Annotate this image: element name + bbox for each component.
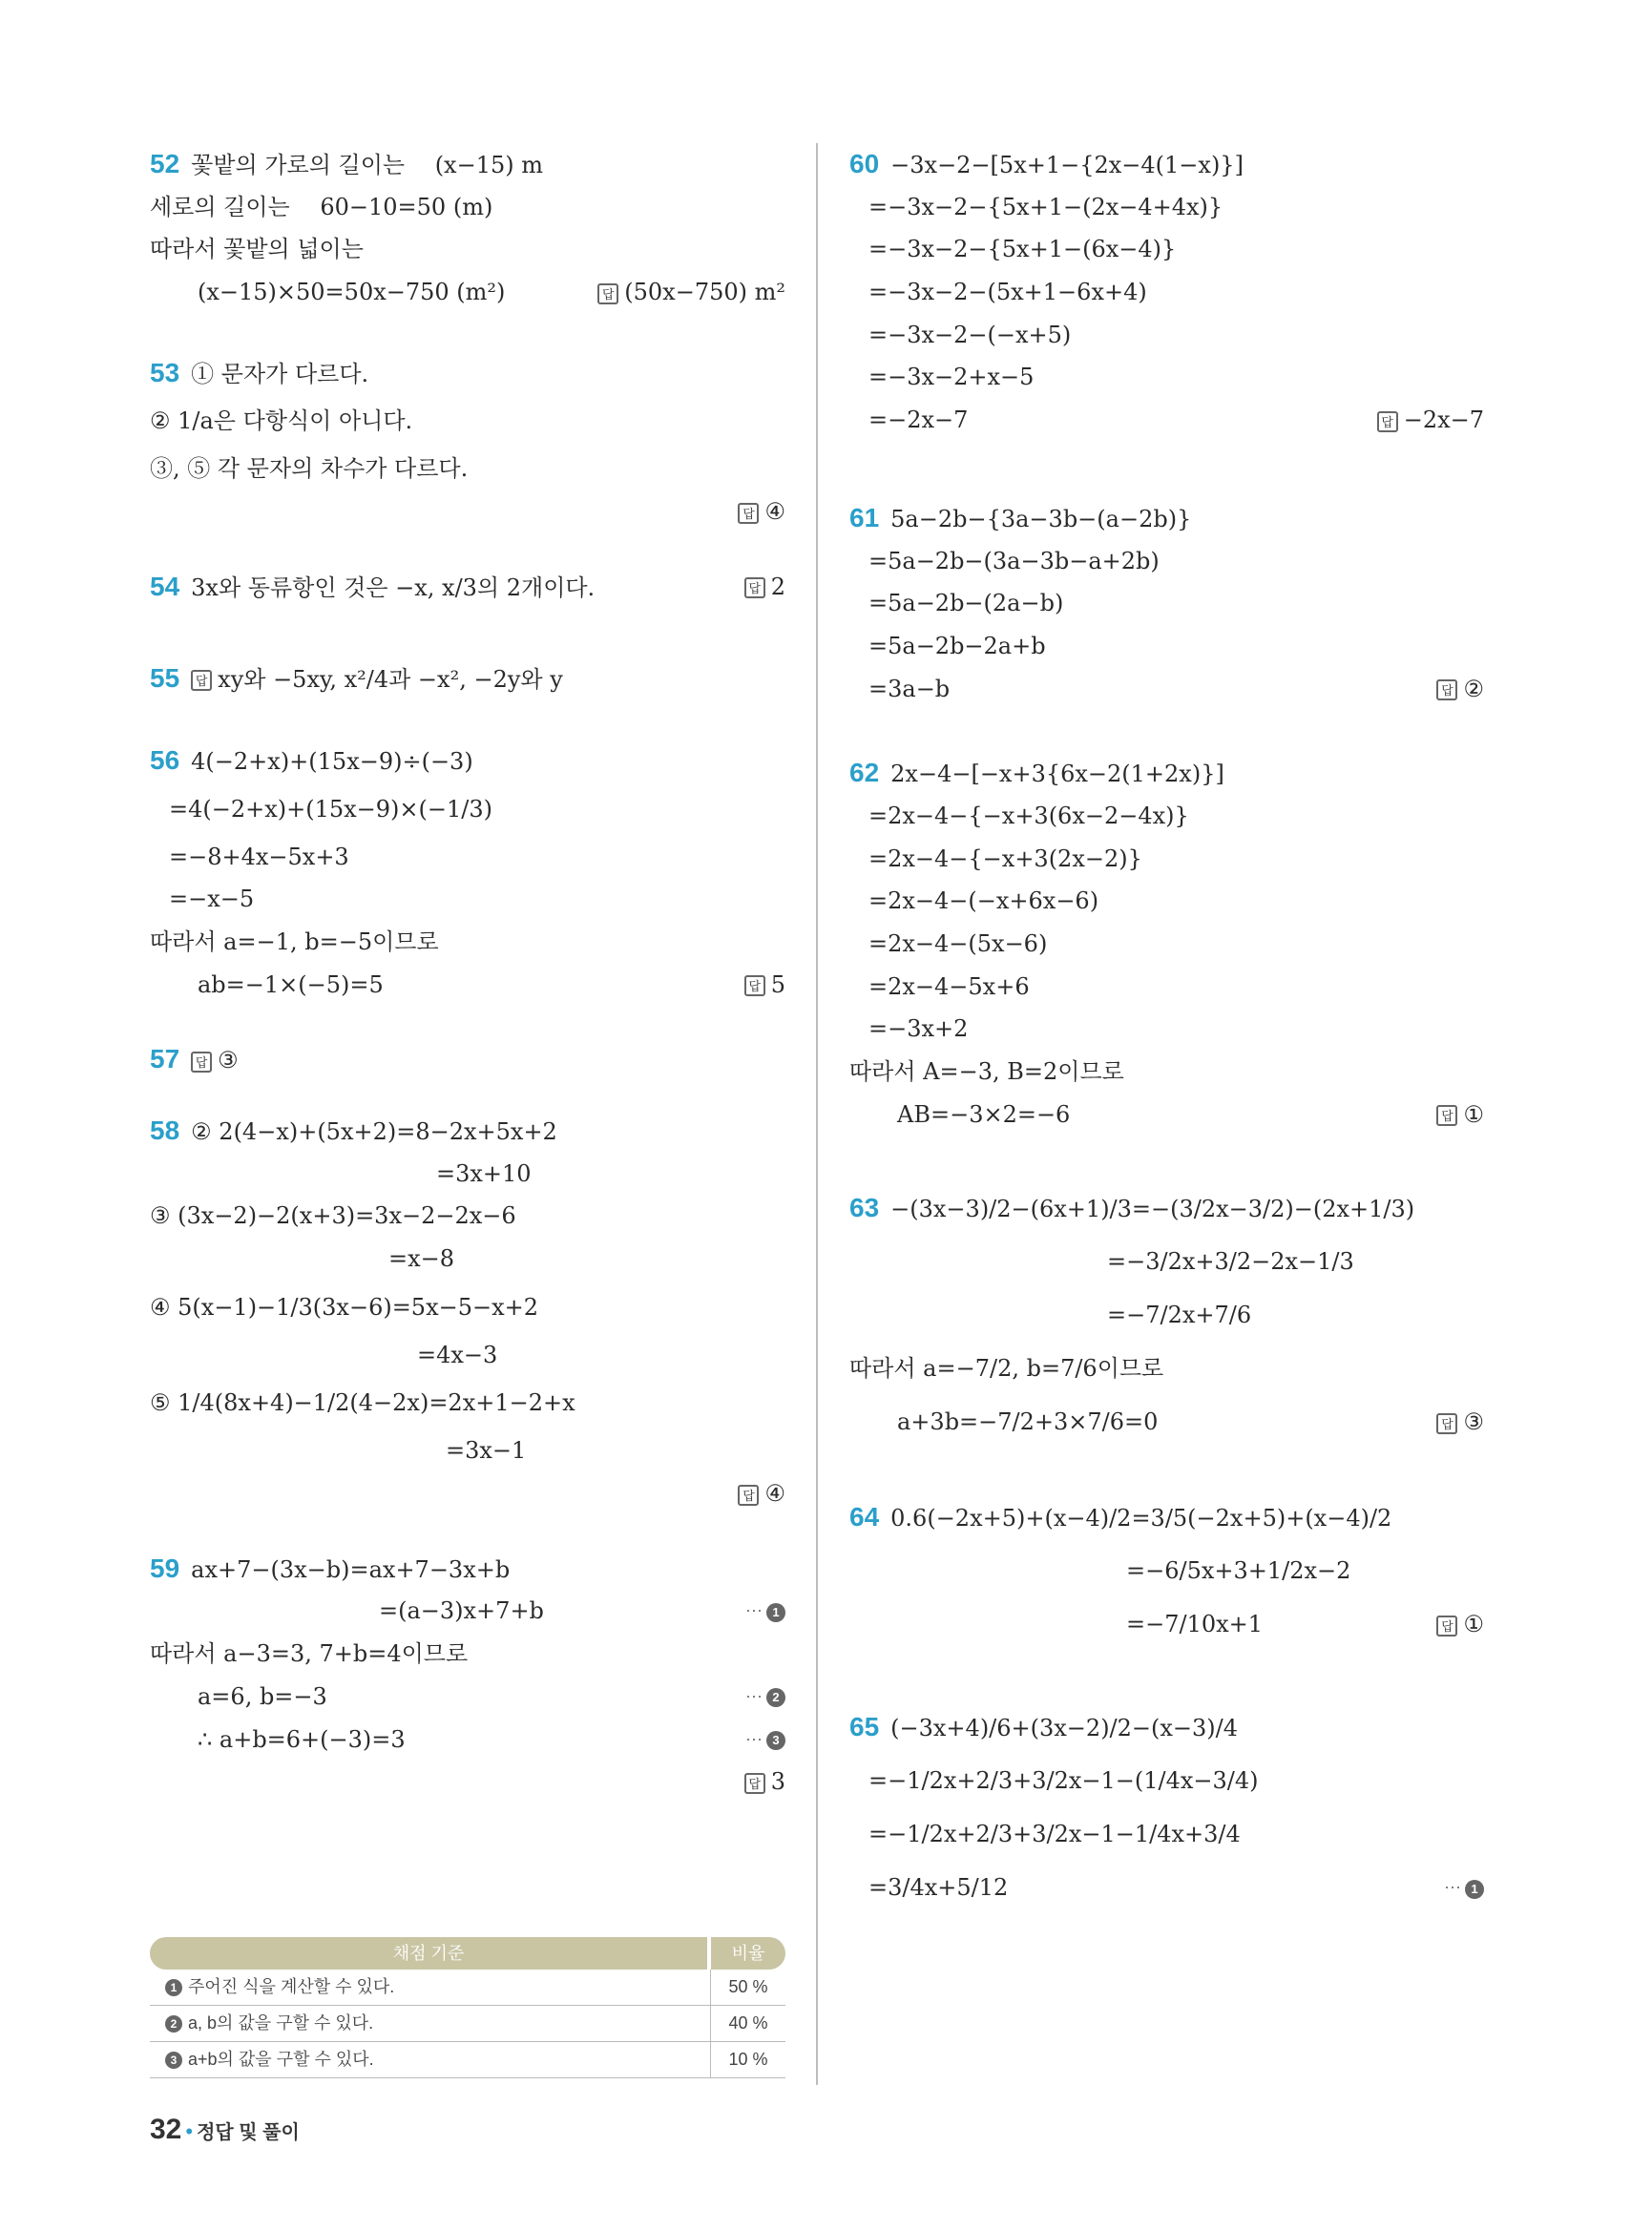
solution-line <box>150 1719 785 1762</box>
solution-expression: ③ <box>218 1047 239 1074</box>
solution-line <box>150 1761 785 1804</box>
solution-expression: =−3/2x+3/2−2x−1/3 <box>1107 1248 1354 1276</box>
solution-text <box>150 921 439 964</box>
solution-text <box>849 1181 1414 1236</box>
solution-line <box>849 1181 1484 1235</box>
solution-text <box>150 186 492 229</box>
solution-expression: 꽃밭의 가로의 길이는 (x−15) m <box>191 152 543 178</box>
solution-text <box>849 497 1191 541</box>
solution-expression: a+3b=−7/2+3×7/6=0 <box>897 1408 1159 1436</box>
solution-text <box>1126 1544 1350 1597</box>
answer <box>1436 1094 1484 1136</box>
scoring-ratio: 40 % <box>728 2013 768 2033</box>
solution-expression: 따라서 a=−7/2, b=7/6이므로 <box>849 1355 1164 1383</box>
page-number: 32 <box>150 2114 182 2145</box>
solution-expression: =−3x+2 <box>868 1015 969 1043</box>
solution-line <box>150 143 785 186</box>
solution-text <box>849 1491 1391 1545</box>
solution-expression: =4(−2+x)+(15x−9)×(−1/3) <box>169 795 492 823</box>
solution-line <box>150 1590 785 1633</box>
solution-line <box>150 271 785 314</box>
solution-text <box>150 1195 516 1238</box>
solution-expression: =2x−4−(−x+6x−6) <box>868 887 1099 915</box>
solution-text <box>417 1334 497 1377</box>
solution-line <box>150 1110 785 1153</box>
solution-expression: =−3x−2−{5x+1−(6x−4)} <box>868 236 1177 263</box>
solution-expression: =−3x−2−{5x+1−(2x−4+4x)} <box>868 193 1223 220</box>
solution-expression: =2x−4−5x+6 <box>868 972 1030 1000</box>
solution-expression: =4x−3 <box>417 1341 498 1368</box>
answer <box>1436 1395 1484 1449</box>
solution-line <box>849 1491 1484 1544</box>
solution-expression: AB=−3×2=−6 <box>897 1100 1071 1128</box>
answer-icon: 답 <box>744 1773 765 1794</box>
solution-line <box>150 1195 785 1238</box>
scoring-row <box>150 1970 785 2006</box>
solution-text <box>1107 1288 1251 1342</box>
solution-expression: a=6, b=−3 <box>198 1682 327 1710</box>
scoring-ratio: 50 % <box>728 1977 768 1996</box>
answer-value: ④ <box>764 1480 785 1508</box>
problem-number: 59 <box>150 1553 180 1583</box>
scoring-header-ratio: 비율 <box>711 1937 785 1970</box>
solution-expression: =3a−b <box>868 675 951 702</box>
answer-icon: 답 <box>597 283 618 304</box>
problem-number: 55 <box>150 662 180 693</box>
solution-expression: ④ 5(x−1)−1/3(3x−6)=5x−5−x+2 <box>150 1293 539 1321</box>
answer-icon: 답 <box>191 1052 212 1073</box>
page-footer <box>150 2114 300 2146</box>
solution-line <box>849 1008 1484 1051</box>
solution-line <box>150 1429 785 1472</box>
step-dots-icon: ⋯ <box>745 1686 763 1706</box>
solution-text <box>150 1110 557 1154</box>
problem-63 <box>849 1181 1484 1449</box>
solution-expression: 2x−4−[−x+3{6x−2(1+2x)}] <box>890 761 1224 788</box>
problem-number: 52 <box>150 149 180 178</box>
solution-text <box>198 964 384 1007</box>
right-column <box>849 143 1484 1956</box>
solution-text <box>868 923 1047 966</box>
solution-line <box>849 752 1484 795</box>
solution-expression: ② 1/a은 다항식이 아니다. <box>150 407 413 435</box>
solution-line <box>849 1544 1484 1597</box>
solution-line <box>150 964 785 1007</box>
solution-line <box>849 582 1484 625</box>
solution-line <box>849 228 1484 271</box>
solution-line <box>150 490 785 533</box>
step-marker-icon: 3 <box>766 1731 785 1750</box>
solution-text <box>169 878 254 921</box>
solution-expression: xy와 −5xy, x²/4과 −x², −2y와 y <box>218 665 563 693</box>
answer-value: 5 <box>770 970 785 998</box>
solution-line <box>849 795 1484 838</box>
answer <box>738 490 785 533</box>
step-marker-icon: 2 <box>766 1688 785 1707</box>
solution-line <box>150 1676 785 1719</box>
solution-expression: =5a−2b−2a+b <box>868 632 1046 659</box>
solution-line <box>849 356 1484 399</box>
solution-text <box>868 582 1063 625</box>
solution-expression: 3x와 동류항인 것은 −x, x/3의 2개이다. <box>191 573 596 601</box>
solution-expression: =2x−4−{−x+3(2x−2)} <box>868 844 1142 872</box>
solution-line <box>849 1051 1484 1094</box>
solution-line <box>849 1342 1484 1395</box>
solution-line <box>849 1597 1484 1651</box>
solution-expression: ∴ a+b=6+(−3)=3 <box>198 1725 406 1753</box>
solution-line <box>849 923 1484 966</box>
answer-value: ① <box>1463 1611 1484 1638</box>
solution-line <box>849 271 1484 314</box>
answer-icon: 답 <box>738 1485 759 1506</box>
left-column <box>150 143 785 1845</box>
solution-text <box>868 1754 1259 1807</box>
solution-expression: −3x−2−[5x+1−{2x−4(1−x)}] <box>890 152 1244 178</box>
column-divider <box>816 143 818 2085</box>
solution-text <box>150 1376 575 1429</box>
solution-text <box>868 540 1160 583</box>
solution-expression: =−3x−2+x−5 <box>868 364 1035 391</box>
solution-line <box>150 228 785 271</box>
solution-text <box>849 143 1244 187</box>
problem-number: 56 <box>150 744 180 775</box>
answer-value: −2x−7 <box>1403 407 1484 434</box>
step-dots-icon: ⋯ <box>745 1601 763 1621</box>
solution-line <box>150 448 785 490</box>
solution-text <box>1126 1597 1263 1651</box>
solution-line <box>849 625 1484 668</box>
step-dots-icon: ⋯ <box>1444 1878 1461 1898</box>
solution-expression: =3x+10 <box>436 1159 532 1187</box>
solution-expression: (−3x+4)/6+(3x−2)/2−(x−3)/4 <box>890 1715 1239 1742</box>
solution-line <box>849 966 1484 1009</box>
problem-59 <box>150 1548 785 1804</box>
answer <box>744 560 785 614</box>
solution-text <box>436 1153 532 1196</box>
answer-icon: 답 <box>744 577 765 598</box>
solution-text <box>150 394 412 448</box>
step-marker <box>745 1590 785 1633</box>
problem-number: 64 <box>849 1502 880 1533</box>
solution-line <box>150 1038 785 1081</box>
answer-icon: 답 <box>191 670 212 691</box>
problem-number: 63 <box>849 1193 880 1223</box>
answer-value: ② <box>1463 675 1484 702</box>
solution-line <box>849 1094 1484 1136</box>
solution-text <box>150 352 368 396</box>
scoring-table <box>150 1937 785 2078</box>
problem-52 <box>150 143 785 314</box>
scoring-row <box>150 2006 785 2042</box>
solution-text <box>849 1342 1163 1395</box>
answer-icon: 답 <box>1436 1616 1457 1637</box>
solution-expression: =5a−2b−(3a−3b−a+2b) <box>868 547 1160 574</box>
solution-text <box>868 314 1071 357</box>
solution-expression: =3/4x+5/12 <box>868 1874 1009 1902</box>
problem-number: 54 <box>150 571 180 601</box>
problem-number: 65 <box>849 1712 880 1742</box>
solution-text <box>897 1395 1158 1449</box>
problem-54 <box>150 560 785 614</box>
solution-line <box>849 1861 1484 1914</box>
solution-line <box>150 1281 785 1334</box>
solution-line <box>150 921 785 964</box>
solution-text <box>198 271 505 314</box>
solution-text <box>868 399 968 442</box>
solution-line <box>150 394 785 448</box>
solution-text <box>150 1548 510 1592</box>
answer-icon: 답 <box>1377 411 1398 432</box>
solution-expression: ⑤ 1/4(8x+4)−1/2(4−2x)=2x+1−2+x <box>150 1389 575 1417</box>
step-marker-icon: 1 <box>766 1603 785 1622</box>
solution-line <box>150 782 785 836</box>
problem-number: 61 <box>849 502 880 532</box>
solution-expression: =2x−4−(5x−6) <box>868 930 1048 957</box>
problem-60 <box>849 143 1484 442</box>
solution-text <box>150 228 364 271</box>
answer-value: 3 <box>770 1768 785 1796</box>
solution-line <box>849 399 1484 442</box>
solution-text <box>868 1807 1241 1861</box>
solution-expression: ② 2(4−x)+(5x+2)=8−2x+5x+2 <box>191 1117 557 1145</box>
solution-text <box>849 1051 1124 1094</box>
solution-line <box>150 1633 785 1676</box>
solution-text <box>868 228 1176 271</box>
step-dots-icon: ⋯ <box>745 1729 763 1749</box>
answer <box>1436 668 1484 711</box>
problem-57 <box>150 1038 785 1081</box>
solution-text <box>868 795 1189 838</box>
problem-number: 60 <box>849 149 880 178</box>
problem-56 <box>150 740 785 1006</box>
solution-expression: ③ (3x−2)−2(x+3)=3x−2−2x−6 <box>150 1202 516 1230</box>
solution-text <box>868 1861 1008 1914</box>
solution-text <box>1107 1235 1354 1288</box>
solution-expression: 5a−2b−{3a−3b−(a−2b)} <box>890 505 1192 532</box>
answer-value: ③ <box>1463 1408 1484 1436</box>
solution-text <box>868 838 1142 881</box>
solution-line <box>849 1754 1484 1807</box>
answer-icon: 답 <box>1436 1105 1457 1126</box>
answer-value: ① <box>1463 1100 1484 1128</box>
solution-expression: =−3x−2−(5x+1−6x+4) <box>868 279 1147 306</box>
answer-value: 2 <box>770 573 785 600</box>
solution-line <box>849 314 1484 357</box>
solution-expression: =x−8 <box>388 1245 455 1272</box>
solution-line <box>849 540 1484 583</box>
scoring-header <box>150 1937 785 1970</box>
problem-number: 57 <box>150 1044 180 1074</box>
solution-expression: 따라서 a=−1, b=−5이므로 <box>150 928 439 955</box>
solution-expression: −(3x−3)/2−(6x+1)/3=−(3/2x−3/2)−(2x+1/3) <box>890 1196 1415 1223</box>
solution-line <box>150 1238 785 1281</box>
solution-text <box>868 271 1147 314</box>
scoring-criteria-text: a, b의 값을 구할 수 있다. <box>188 2013 374 2033</box>
problem-62 <box>849 752 1484 1136</box>
solution-line <box>150 352 785 395</box>
problem-number: 53 <box>150 357 180 387</box>
answer <box>1436 1597 1484 1651</box>
solution-text <box>897 1094 1070 1136</box>
problem-number: 62 <box>849 758 880 788</box>
solution-text <box>868 186 1223 229</box>
solution-expression: =3x−1 <box>446 1437 527 1465</box>
solution-line <box>150 1376 785 1429</box>
answer <box>738 1472 785 1515</box>
solution-line <box>849 668 1484 711</box>
solution-expression: 4(−2+x)+(15x−9)÷(−3) <box>191 747 473 775</box>
solution-text <box>868 1008 968 1051</box>
solution-line <box>150 740 785 782</box>
solution-text <box>150 652 563 706</box>
step-marker <box>1444 1861 1484 1914</box>
solution-line <box>150 878 785 921</box>
solution-expression: =−7/2x+7/6 <box>1107 1302 1252 1329</box>
solution-text <box>868 625 1046 668</box>
solution-line <box>849 1288 1484 1342</box>
solution-line <box>849 1395 1484 1449</box>
bullet-icon: • <box>185 2119 194 2143</box>
solution-line <box>849 1235 1484 1288</box>
solution-text <box>150 1038 239 1082</box>
solution-line <box>849 880 1484 923</box>
solution-text <box>169 782 492 836</box>
solution-expression: =−7/10x+1 <box>1126 1611 1264 1638</box>
step-marker-icon: 1 <box>165 1979 182 1996</box>
solution-line <box>849 1700 1484 1754</box>
solution-text <box>150 448 468 490</box>
solution-expression: =−6/5x+3+1/2x−2 <box>1126 1557 1351 1585</box>
solution-expression: (x−15)×50=50x−750 (m²) <box>198 279 506 306</box>
solution-line <box>849 1807 1484 1861</box>
answer <box>744 1761 785 1804</box>
solution-text <box>388 1238 454 1281</box>
answer-icon: 답 <box>744 975 765 996</box>
solution-text <box>150 143 543 187</box>
solution-expression: ③, ⑤ 각 문자의 차수가 다르다. <box>150 455 469 483</box>
problem-number: 58 <box>150 1115 180 1145</box>
scoring-ratio: 10 % <box>728 2050 768 2069</box>
answer <box>744 964 785 1007</box>
solution-expression: ab=−1×(−5)=5 <box>198 970 384 998</box>
solution-text <box>446 1429 526 1472</box>
problem-61 <box>849 497 1484 710</box>
step-marker <box>745 1676 785 1719</box>
solution-expression: ① 문자가 다르다. <box>191 360 369 387</box>
solution-expression: =−1/2x+2/3+3/2x−1−1/4x+3/4 <box>868 1821 1241 1848</box>
solution-expression: 따라서 꽃밭의 넓이는 <box>150 236 364 263</box>
solution-expression: 따라서 A=−3, B=2이므로 <box>849 1058 1124 1086</box>
step-marker <box>745 1719 785 1762</box>
page-title: 정답 및 풀이 <box>197 2122 300 2143</box>
answer-value: ④ <box>764 498 785 526</box>
scoring-row <box>150 2042 785 2078</box>
solution-expression: 세로의 길이는 60−10=50 (m) <box>150 193 493 220</box>
solution-text <box>150 560 595 615</box>
solution-expression: 0.6(−2x+5)+(x−4)/2=3/5(−2x+5)+(x−4)/2 <box>890 1505 1392 1533</box>
solution-expression: ax+7−(3x−b)=ax+7−3x+b <box>191 1555 511 1583</box>
answer-icon: 답 <box>1436 679 1457 700</box>
answer-icon: 답 <box>738 503 759 524</box>
solution-line <box>849 143 1484 186</box>
solution-expression: =2x−4−{−x+3(6x−2−4x)} <box>868 802 1189 829</box>
solution-line <box>150 560 785 614</box>
solution-text <box>868 668 950 711</box>
solution-text <box>198 1676 327 1719</box>
solution-expression: =(a−3)x+7+b <box>379 1597 544 1625</box>
solution-expression: =5a−2b−(2a−b) <box>868 590 1064 617</box>
solution-line <box>150 186 785 229</box>
solution-text <box>868 966 1030 1009</box>
solution-expression: =−2x−7 <box>868 407 969 434</box>
answer-icon: 답 <box>1436 1413 1457 1434</box>
problem-65 <box>849 1700 1484 1914</box>
solution-line <box>150 1548 785 1591</box>
solution-text <box>849 752 1224 796</box>
solution-text <box>868 880 1098 923</box>
solution-line <box>150 1472 785 1515</box>
solution-line <box>150 1334 785 1377</box>
problem-58 <box>150 1110 785 1515</box>
solution-line <box>849 838 1484 881</box>
answer-value: (50x−750) m² <box>624 279 785 306</box>
answer <box>597 271 785 314</box>
solution-text <box>150 1281 538 1334</box>
scoring-criteria-text: a+b의 값을 구할 수 있다. <box>188 2050 374 2069</box>
solution-line <box>150 1153 785 1196</box>
solution-text <box>150 740 473 783</box>
problem-55 <box>150 652 785 705</box>
problem-53 <box>150 352 785 533</box>
solution-expression: 따라서 a−3=3, 7+b=4이므로 <box>150 1640 469 1668</box>
solution-text <box>150 1633 468 1676</box>
solution-expression: =−3x−2−(−x+5) <box>868 321 1072 348</box>
solution-line <box>150 836 785 879</box>
solution-text <box>379 1590 544 1633</box>
solution-text <box>868 356 1034 399</box>
scoring-header-criteria: 채점 기준 <box>150 1937 707 1970</box>
solution-text <box>198 1719 406 1762</box>
solution-expression: =−x−5 <box>169 886 255 913</box>
solution-expression: =−1/2x+2/3+3/2x−1−(1/4x−3/4) <box>868 1767 1259 1795</box>
solution-expression: =−8+4x−5x+3 <box>169 843 349 870</box>
answer <box>1377 399 1484 442</box>
step-marker-icon: 1 <box>1465 1880 1484 1899</box>
scoring-criteria-text: 주어진 식을 계산할 수 있다. <box>188 1977 395 1996</box>
solution-line <box>849 497 1484 540</box>
solution-line <box>150 652 785 705</box>
problem-64 <box>849 1491 1484 1651</box>
solution-text <box>169 836 349 879</box>
step-marker-icon: 2 <box>165 2015 182 2033</box>
step-marker-icon: 3 <box>165 2052 182 2069</box>
solution-line <box>849 186 1484 229</box>
solution-text <box>849 1700 1238 1755</box>
